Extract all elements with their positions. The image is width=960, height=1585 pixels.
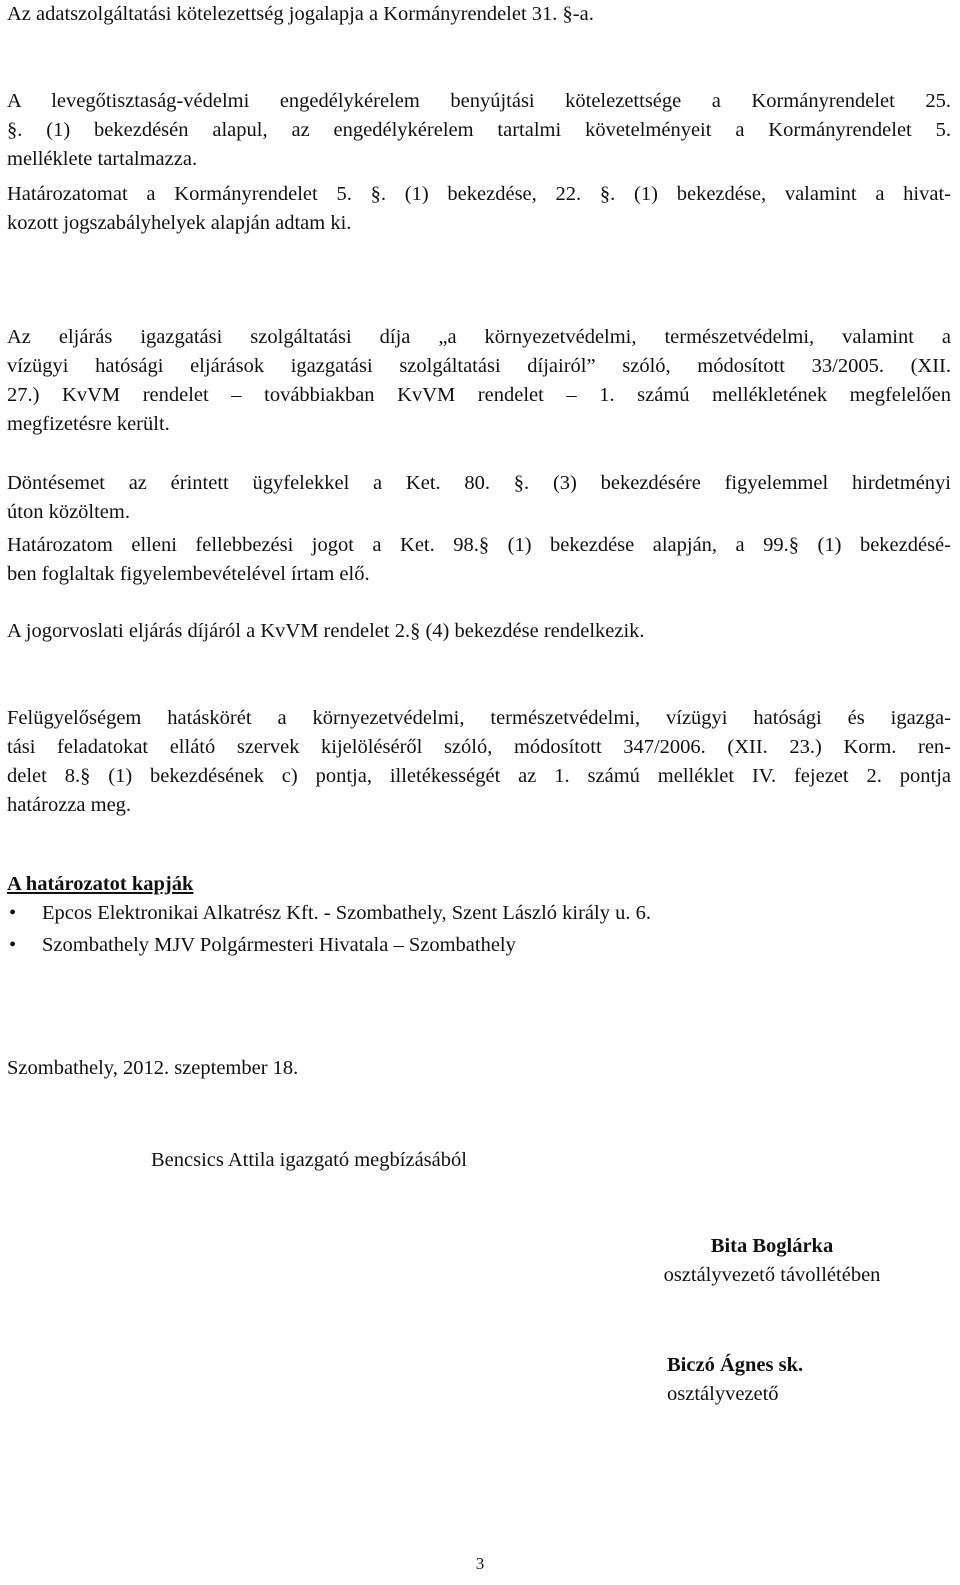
signature-block-primary	[622, 1232, 922, 1290]
paragraph-competence	[7, 704, 951, 820]
text-line: Az eljárás igazgatási szolgáltatási díja „a környezetvédelmi, természetvédelmi, valamint a	[7, 326, 951, 348]
text-line: A jogorvoslati eljárás díjáról a KvVM rendelet 2.§ (4) bekezdése rendelkezik.	[7, 620, 645, 642]
text-line: ben foglaltak figyelembevételével írtam elő.	[7, 563, 370, 585]
text-line: 27.) KvVM rendelet – továbbiakban KvVM rendelet – 1. számú mellékletének megfelelően	[7, 384, 951, 406]
text-line: megfizetésre került.	[7, 413, 170, 435]
paragraph-legal-basis	[7, 0, 951, 29]
text-line: vízügyi hatósági eljárások igazgatási szolgáltatási díjairól” szóló, módosított 33/2005. (XII.	[7, 355, 951, 377]
text-line: Határozatom elleni fellebbezési jogot a Ket. 98.§ (1) bekezdése alapján, a 99.§ (1) bekezdésé-	[7, 534, 951, 556]
text-line: kozott jogszabályhelyek alapján adtam ki.	[7, 212, 352, 234]
signer-role: osztályvezető	[667, 1383, 779, 1405]
recipients-heading: A határozatot kapják	[7, 873, 194, 895]
text-line: A levegőtisztaság-védelmi engedélykérelem benyújtási kötelezettsége a Kormányrendelet 25.	[7, 90, 951, 112]
text-line: tási feladatokat ellátó szervek kijelöléséről szóló, módosított 347/2006. (XII. 23.) Korm. ren-	[7, 736, 951, 758]
list-item	[7, 931, 651, 963]
list-item	[7, 899, 651, 931]
paragraph-application-obligation	[7, 87, 951, 174]
text-line: delet 8.§ (1) bekezdésének c) pontja, illetékességét az 1. számú melléklet IV. fejezet 2. pontja	[7, 765, 951, 787]
authority-line: Bencsics Attila igazgató megbízásából	[151, 1149, 467, 1171]
paragraph-service-fee	[7, 323, 951, 439]
paragraph-appeal-fee	[7, 617, 951, 646]
text-line: határozza meg.	[7, 794, 132, 816]
text-line: melléklete tartalmazza.	[7, 148, 198, 170]
paragraph-appeal-right	[7, 531, 951, 589]
paragraph-decision-basis	[7, 180, 951, 238]
page-number: 3	[475, 1554, 485, 1573]
text-line: §. (1) bekezdésén alapul, az engedélykérelem tartalmi követelményeit a Kormányrendelet 5.	[7, 119, 951, 141]
signature-block-secondary	[667, 1351, 803, 1409]
text-line: Határozatomat a Kormányrendelet 5. §. (1) bekezdése, 22. §. (1) bekezdése, valamint a hivat-	[7, 183, 951, 205]
text-line: Döntésemet az érintett ügyfelekkel a Ket. 80. §. (3) bekezdésére figyelemmel hirdetményi	[7, 472, 951, 494]
recipients-list	[7, 899, 651, 963]
recipient-name: Epcos Elektronikai Alkatrész Kft. - Szombathely, Szent László király u. 6.	[42, 902, 651, 924]
signer-name: Bita Boglárka	[710, 1235, 834, 1257]
text-line: úton közöltem.	[7, 501, 130, 523]
signer-name: Biczó Ágnes sk.	[667, 1354, 804, 1376]
paragraph-notification	[7, 469, 951, 527]
text-line: Az adatszolgáltatási kötelezettség jogalapja a Kormányrendelet 31. §-a.	[7, 3, 594, 25]
signer-role: osztályvezető távollétében	[663, 1264, 881, 1286]
text-line: Felügyelőségem hatáskörét a környezetvédelmi, természetvédelmi, vízügyi hatósági és igazga-	[7, 707, 951, 729]
place-and-date: Szombathely, 2012. szeptember 18.	[7, 1057, 299, 1079]
recipient-name: Szombathely MJV Polgármesteri Hivatala – Szombathely	[42, 934, 516, 956]
